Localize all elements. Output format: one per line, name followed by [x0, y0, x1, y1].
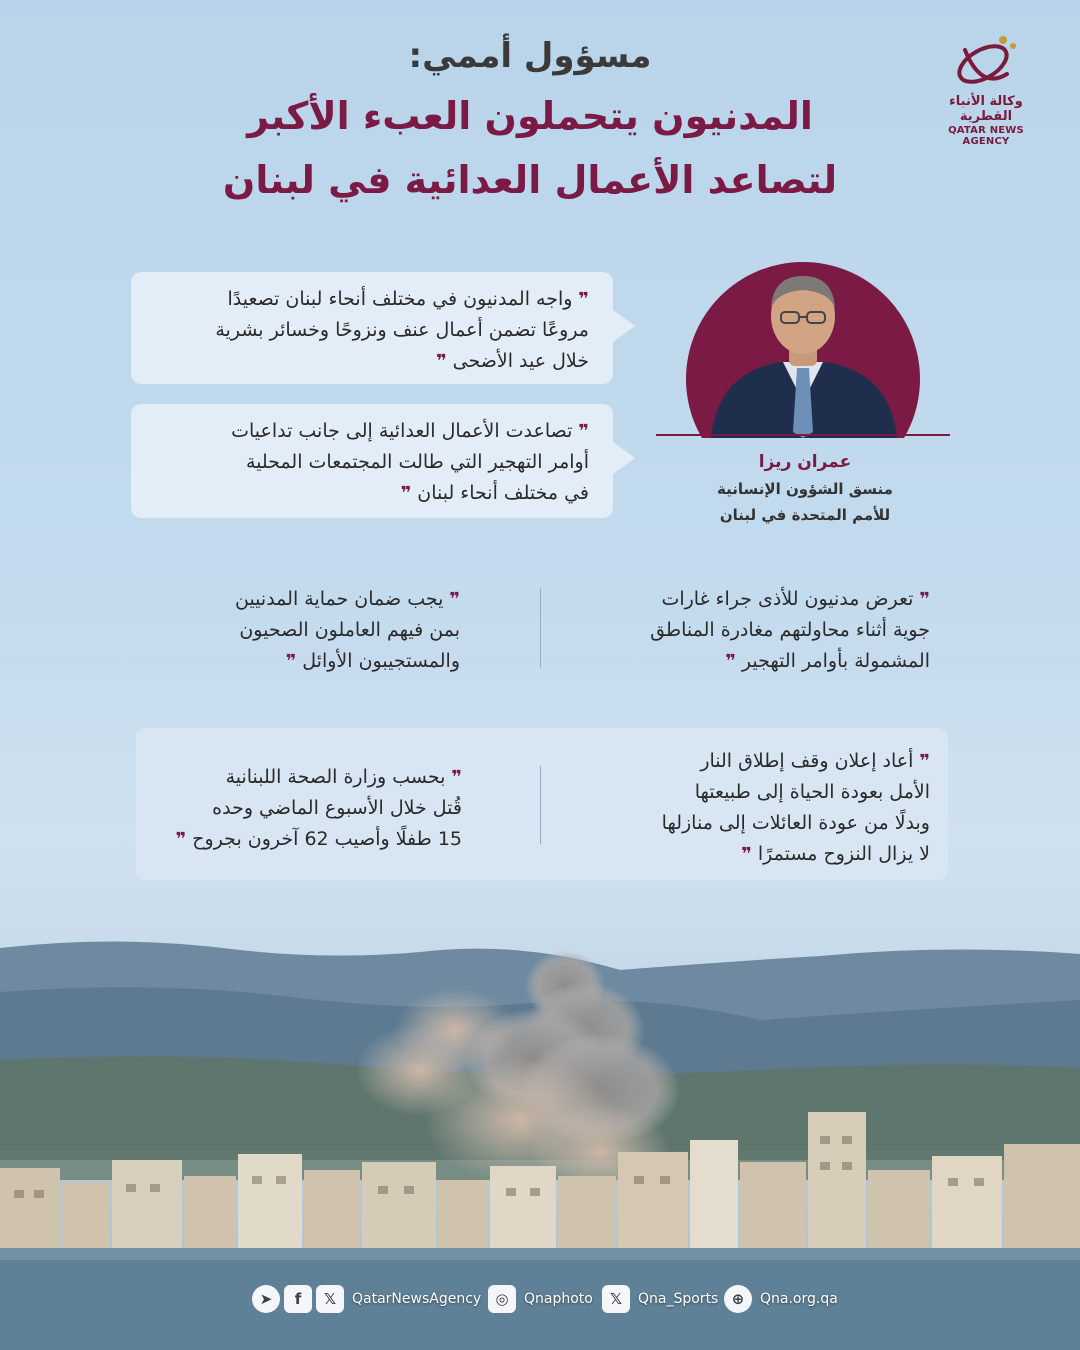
x-icon[interactable]: 𝕏 [602, 1285, 630, 1313]
speaker-name: عمران ريزا [758, 452, 852, 472]
quote-close-mark: ❞ [725, 651, 736, 672]
quote-1-line-2: مروعًا تضمن أعمال عنف ونزوحًا وخسائر بشرية [215, 319, 589, 341]
headline-line-2: لتصاعد الأعمال العدائية في لبنان [222, 158, 838, 202]
quote-close-mark: ❞ [741, 844, 752, 865]
quote-4-line-1: ❞يجب ضمان حماية المدنيين [234, 588, 460, 610]
quote-open-mark: ❞ [578, 421, 589, 442]
social-footer [0, 1284, 1080, 1316]
social-sports[interactable] [602, 1284, 718, 1314]
headline-lead: مسؤول أممي: [408, 36, 652, 76]
quote-5-line-3: وبدلًا من عودة العائلات إلى منازلها [661, 812, 930, 834]
quote-6 [150, 762, 462, 855]
speaker-portrait [683, 262, 923, 438]
quote-1-line-3: خلال عيد الأضحى❞ [436, 350, 589, 372]
quote-bubble-1 [131, 272, 613, 384]
logo-arabic-name: وكالة الأنباء القطرية [949, 94, 1023, 124]
globe-icon[interactable]: ⊕ [724, 1285, 752, 1313]
quote-2-line-3: في مختلف أنحاء لبنان❞ [400, 482, 589, 504]
headline-line-1: المدنيون يتحملون العبء الأكبر [247, 94, 813, 138]
quote-open-mark: ❞ [919, 751, 930, 772]
x-icon[interactable]: 𝕏 [316, 1285, 344, 1313]
website-link[interactable]: Qna.org.qa [760, 1291, 838, 1307]
telegram-icon[interactable]: ➤ [252, 1285, 280, 1313]
quote-3-line-1: ❞تعرض مدنيون للأذى جراء غارات [661, 588, 930, 610]
social-qna[interactable] [252, 1284, 481, 1314]
sports-handle[interactable]: Qna_Sports [638, 1291, 719, 1307]
instagram-icon[interactable]: ◎ [488, 1285, 516, 1313]
speaker-role-line-1: منسق الشؤون الإنسانية [717, 480, 893, 498]
quote-6-line-3: 15 طفلًا وأصيب 62 آخرون بجروح❞ [175, 828, 462, 850]
quote-5-line-1: ❞أعاد إعلان وقف إطلاق النار [700, 750, 930, 772]
speaker-silhouette-icon [683, 262, 923, 438]
quote-3 [570, 584, 930, 677]
bottom-divider [540, 766, 541, 844]
photo-handle[interactable]: Qnaphoto [524, 1291, 593, 1307]
quote-open-mark: ❞ [919, 589, 930, 610]
speaker-role-line-2: للأمم المتحدة في لبنان [719, 506, 891, 524]
facebook-icon[interactable]: f [284, 1285, 312, 1313]
qna-logo [928, 30, 1044, 147]
quote-5-line-4: لا يزال النزوح مستمرًا❞ [741, 843, 930, 865]
headline [200, 28, 860, 212]
quote-6-line-1: ❞بحسب وزارة الصحة اللبنانية [225, 766, 462, 788]
quote-close-mark: ❞ [175, 829, 187, 850]
airstrike-smoke-photo [0, 900, 1080, 1350]
qna-handle[interactable]: QatarNewsAgency [352, 1291, 482, 1307]
quote-5-line-2: الأمل بعودة الحياة إلى طبيعتها [694, 781, 930, 803]
quote-close-mark: ❞ [400, 483, 412, 504]
logo-english-name: QATAR NEWS AGENCY [948, 125, 1024, 147]
middle-divider [540, 588, 541, 668]
quote-open-mark: ❞ [449, 589, 460, 610]
quote-open-mark: ❞ [451, 767, 462, 788]
quote-6-line-2: قُتل خلال الأسبوع الماضي وحده [212, 797, 462, 819]
quote-bubble-2 [131, 404, 613, 518]
social-photo[interactable] [488, 1284, 593, 1314]
quote-3-line-2: جوية أثناء محاولتهم مغادرة المناطق [650, 619, 930, 641]
quote-close-mark: ❞ [436, 351, 447, 372]
social-website[interactable] [724, 1284, 838, 1314]
portrait-divider [656, 434, 950, 436]
qna-emblem-icon [951, 30, 1021, 92]
quote-4-line-3: والمستجيبون الأوائل❞ [285, 650, 460, 672]
quote-4 [170, 584, 460, 677]
quote-3-line-3: المشمولة بأوامر التهجير❞ [725, 650, 930, 672]
speaker-caption [660, 448, 950, 528]
quote-2-line-1: ❞تصاعدت الأعمال العدائية إلى جانب تداعيات [231, 420, 589, 442]
quote-4-line-2: بمن فيهم العاملون الصحيون [239, 619, 460, 641]
quote-5 [580, 746, 930, 870]
quote-1-line-1: ❞واجه المدنيون في مختلف أنحاء لبنان تصعيدًا [227, 288, 589, 310]
quote-close-mark: ❞ [285, 651, 297, 672]
quote-open-mark: ❞ [578, 289, 589, 310]
quote-2-line-2: أوامر التهجير التي طالت المجتمعات المحلية [245, 451, 589, 473]
